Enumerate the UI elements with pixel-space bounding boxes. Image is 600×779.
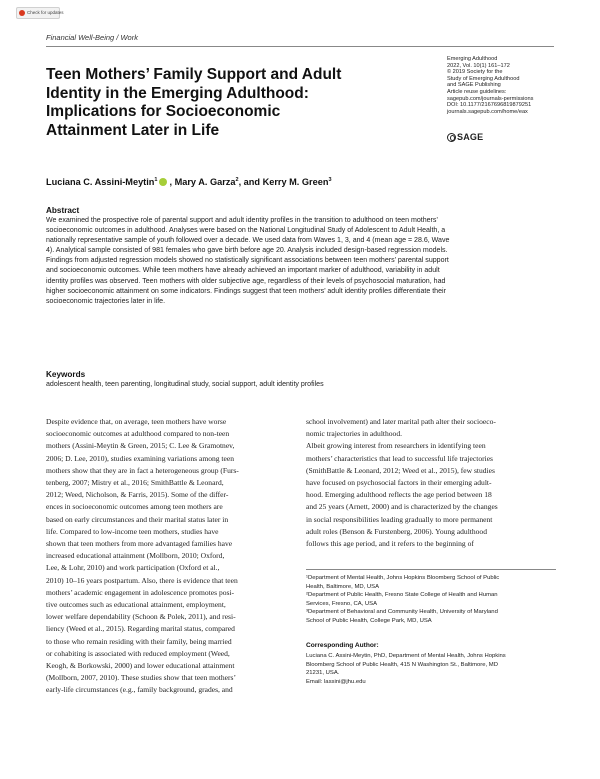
body-line: adult roles (Benson & Furstenberg, 2006). Young adulthood	[306, 526, 487, 536]
body-line: nomic trajectories in adulthood.	[306, 429, 402, 439]
keywords-text: adolescent health, teen parenting, longitudinal study, social support, adult identity profiles	[46, 381, 324, 388]
abstract-line: We examined the prospective role of parental support and adult identity profiles in the transition to adulthood on teen mothers’	[46, 217, 438, 224]
body-column-right	[306, 416, 556, 550]
affiliation-marker: 2	[235, 177, 239, 183]
body-line: shown that teen mothers from more advantaged families have	[46, 539, 233, 549]
body-line: 2010) 10–16 years postpartum. Also, there is evidence that teen	[46, 575, 238, 585]
body-line: hood. Emerging adulthood reflects the age period between 18	[306, 490, 492, 500]
body-line: tenberg, 2007; Mistry et al., 2016; SmithBattle & Leonard,	[46, 478, 224, 488]
body-line: mothers show that they are in fact a heterogeneous group (Furs-	[46, 465, 239, 475]
affiliation-line: School of Public Health, College Park, MD, USA	[306, 617, 432, 624]
body-line: ences in socioeconomic outcomes among teen mothers are	[46, 502, 223, 512]
journal-name: Emerging Adulthood	[447, 56, 498, 62]
corresponding-author-heading: Corresponding Author:	[306, 642, 379, 649]
abstract-line: socioeconomic outcomes in adulthood. Analyses were based on the National Longitudinal Study of Adolescent to Adult Health, a	[46, 227, 446, 235]
footnote-divider	[306, 569, 556, 570]
corresponding-email-link[interactable]: Email: lassini@jhu.edu	[306, 678, 366, 685]
body-line: 2012; Weed, Nicholson, & Farris, 2015). Some of the differ-	[46, 490, 229, 500]
body-line: Despite evidence that, on average, teen mothers have worse	[46, 417, 227, 426]
abstract-line: nationally representative sample of youth followed over a decade. We used data from Waves 1, 3, and 4 (mean age = 28.6, Wave	[46, 237, 450, 245]
publisher-name: SAGE	[457, 132, 484, 142]
body-line: mothers’ academic engagement in adolescence promotes posi-	[46, 587, 235, 597]
corresponding-line: 21231, USA.	[306, 670, 340, 677]
affiliation-line: Health, Baltimore, MD, USA	[306, 583, 380, 590]
title-line: Attainment Later in Life	[46, 121, 220, 139]
body-line: increased educational attainment (Mollborn, 2010; Oxford,	[46, 551, 225, 561]
abstract-heading: Abstract	[46, 206, 80, 215]
header-divider	[46, 46, 554, 47]
abstract-text	[46, 216, 556, 307]
abstract-line: socioeconomic trajectories later in life.	[46, 297, 166, 305]
affiliation-marker: 3	[328, 177, 332, 183]
check-for-updates-badge[interactable]	[16, 7, 64, 19]
title-line: Implications for Socioeconomic	[46, 103, 281, 120]
corresponding-line: Bloomberg School of Public Health, 415 N Washington St., Baltimore, MD	[306, 661, 498, 668]
corresponding-author-details	[306, 652, 556, 686]
affiliations	[306, 574, 556, 626]
title-line: Teen Mothers’ Family Support and Adult	[46, 66, 342, 83]
doi-link[interactable]: DOI: 10.1177/2167696819879251	[447, 102, 532, 109]
abstract-line: Findings from adjusted regression models showed no statistically significant associations between teen mothers’ parental support	[46, 257, 449, 265]
journal-info	[447, 56, 557, 115]
copyright-line: Study of Emerging Adulthood	[447, 75, 520, 82]
orcid-icon[interactable]	[159, 178, 167, 186]
body-line: early-life circumstances (e.g., family background, grades, and	[46, 685, 233, 695]
body-column-left	[46, 416, 296, 697]
article-title	[46, 66, 376, 140]
sage-logo	[447, 132, 483, 142]
body-line: mothers’ characteristics that lead to successful life trajectories	[306, 453, 493, 463]
body-line: (SmithBattle & Leonard, 2012; Weed et al., 2015), few studies	[306, 465, 495, 475]
author-name: , and Kerry M. Green	[238, 177, 329, 188]
body-line: liency (Weed et al., 2015). Regarding marital status, compared	[46, 624, 235, 634]
section-label: Financial Well-Being / Work	[46, 33, 138, 42]
abstract-line: higher socioeconomic attainment on some indicators. Findings suggest that teen mothers’ adult identity profiles differentiate their	[46, 287, 446, 295]
affiliation-line: ¹Department of Mental Health, Johns Hopkins Bloomberg School of Public	[306, 575, 500, 581]
body-line: mothers (Assini-Meytin & Green, 2015; C. Lee & Gramotnev,	[46, 441, 235, 451]
affiliation-line: ³Department of Behavioral and Community Health, University of Maryland	[306, 609, 498, 616]
body-line: have focused on psychosocial factors in their emerging adult-	[306, 478, 492, 488]
affiliation-line: Services, Fresno, CA, USA	[306, 600, 378, 607]
body-line: life. Compared to low-income teen mothers, studies have	[46, 526, 219, 536]
affiliation-line: ²Department of Public Health, Fresno State College of Health and Human	[306, 592, 498, 599]
updates-icon	[19, 10, 25, 16]
body-line: (Mollborn, 2007, 2010). These studies show that teen mothers’	[46, 673, 236, 683]
body-line: school involvement) and later marital path alter their socioeco-	[306, 417, 496, 426]
journal-volume: 2022, Vol. 10(1) 161–172	[447, 62, 510, 69]
body-line: follows this age period, and it refers to the beginning of	[306, 539, 474, 549]
abstract-line: identity profiles was observed. Teen mothers with older subjective age, regardless of their levels of psychosocial maturation, had	[46, 277, 446, 285]
body-line: based on early circumstances and their marital status later in	[46, 514, 229, 524]
body-line: tive outcomes such as educational attainment, employment,	[46, 600, 226, 610]
abstract-line: 4). Analytical sample consisted of 981 females who gave birth before age 20. Analysis included design-based regression models.	[46, 247, 448, 255]
body-line: Lee, & Lohr, 2010) and work participation (Oxford et al.,	[46, 563, 220, 573]
body-line: Albeit growing interest from researchers in identifying teen	[306, 441, 486, 451]
sage-logo-icon	[447, 133, 456, 142]
abstract-line: and socioeconomic outcomes. While teen mothers have already achieved an important marker of adulthood, variability in adult	[46, 267, 440, 275]
body-line: or cohabiting is associated with reduced employment (Weed,	[46, 648, 230, 658]
body-line: in social responsibilities leading gradually to more permanent	[306, 514, 493, 524]
body-line: to those who remain residing with their family, being married	[46, 636, 232, 646]
body-line: socioeconomic outcomes at adulthood compared to non-teen	[46, 429, 230, 439]
check-for-updates-label: Check for updates	[27, 9, 64, 15]
copyright-line: and SAGE Publishing	[447, 82, 501, 89]
reuse-guidelines-label: Article reuse guidelines:	[447, 88, 507, 95]
author-name: Luciana C. Assini-Meytin	[46, 177, 155, 188]
keywords-heading: Keywords	[46, 370, 86, 379]
title-line: Identity in the Emerging Adulthood:	[46, 84, 309, 102]
affiliation-marker: 1	[154, 177, 158, 183]
author-name: , Mary A. Garza	[169, 177, 236, 188]
body-line: Keogh, & Borkowski, 2000) and lower educational attainment	[46, 661, 235, 671]
body-line: and 25 years (Arnett, 2000) and is characterized by the changes	[306, 502, 498, 512]
body-line: 2006; D. Lee, 2010), studies examining variations among teen	[46, 453, 235, 463]
author-list	[46, 177, 332, 187]
journal-homepage-link[interactable]: journals.sagepub.com/home/eax	[447, 108, 528, 115]
copyright-line: © 2019 Society for the	[447, 69, 503, 76]
permissions-link[interactable]: sagepub.com/journals-permissions	[447, 95, 534, 102]
corresponding-line: Luciana C. Assini-Meytin, PhD, Department of Mental Health, Johns Hopkins	[306, 653, 506, 659]
body-line: lower welfare dependability (Schoon & Polek, 2011), and resi-	[46, 612, 236, 622]
